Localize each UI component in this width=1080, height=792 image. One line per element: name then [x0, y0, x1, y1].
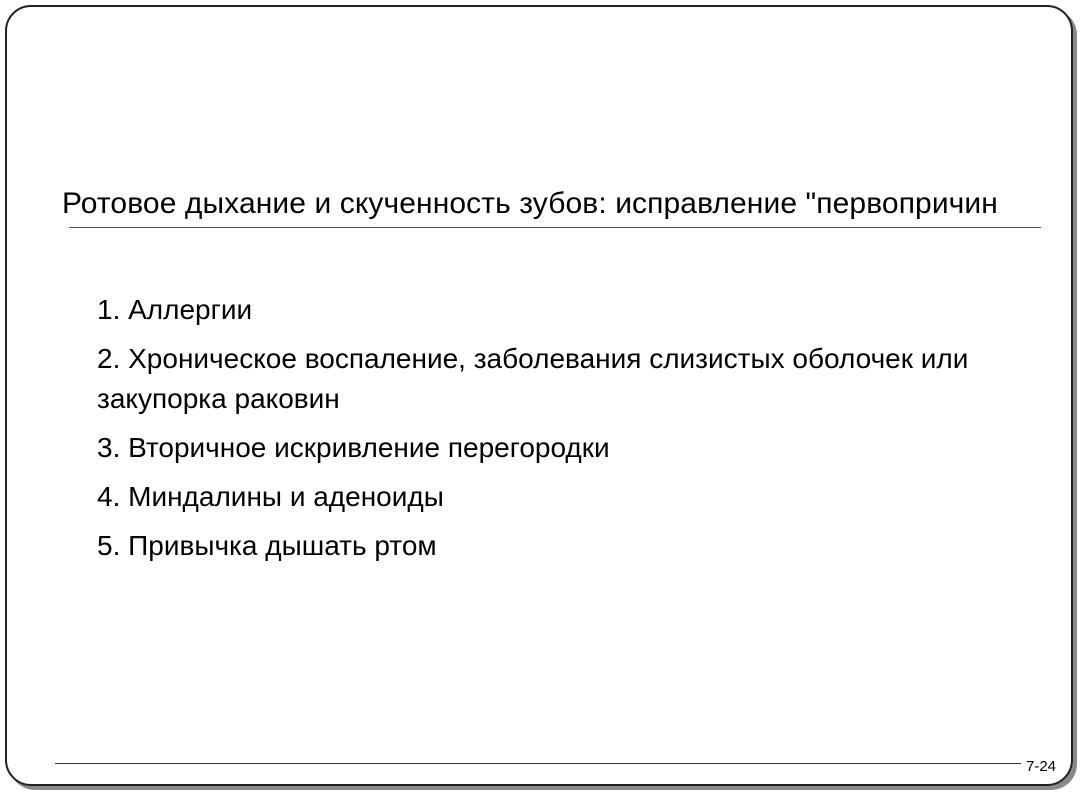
list-item: 3. Вторичное искривление перегородки	[97, 432, 610, 463]
slide-title: Ротовое дыхание и скученность зубов: исправление "первопричин	[62, 187, 998, 220]
list-item: 1. Аллергии	[97, 294, 253, 325]
page-number: 7-24	[1026, 758, 1057, 775]
slide-frame	[5, 5, 1073, 786]
list-item: 4. Миндалины и аденоиды	[97, 481, 444, 512]
title-underline	[69, 227, 1041, 228]
list-item: 5. Привычка дышать ртом	[97, 530, 437, 561]
cause-list	[97, 290, 977, 575]
list-item: 2. Хроническое воспаление, заболевания слизистых оболочек или закупорка раковин	[97, 343, 969, 414]
footer-divider	[55, 763, 1021, 764]
